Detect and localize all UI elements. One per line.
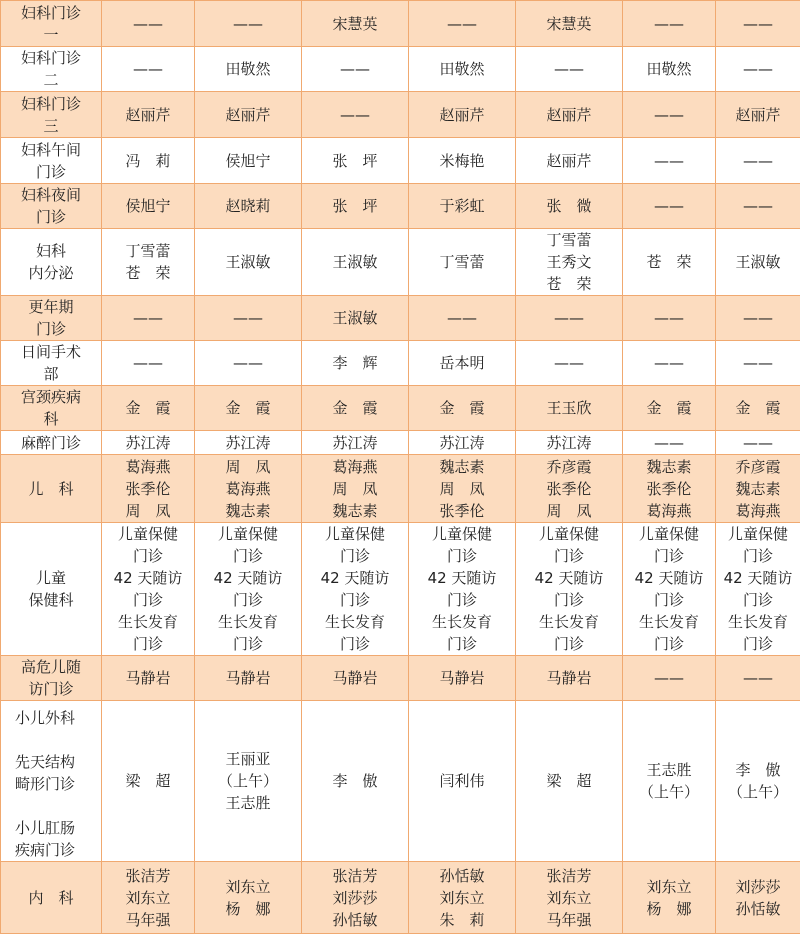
doctor-cell: —— bbox=[102, 47, 195, 92]
doctor-cell: 葛海燕 张季伦 周 凤 bbox=[102, 455, 195, 523]
doctor-cell: 苏江涛 bbox=[409, 431, 516, 455]
doctor-cell: —— bbox=[716, 138, 800, 184]
doctor-cell: 丁雪蕾 bbox=[409, 229, 516, 296]
department-cell: 妇科门诊 三 bbox=[1, 92, 102, 138]
doctor-cell: 张洁芳 刘莎莎 孙恬敏 bbox=[302, 862, 409, 934]
doctor-cell: 赵丽芹 bbox=[102, 92, 195, 138]
doctor-cell: 魏志素 张季伦 葛海燕 bbox=[623, 455, 716, 523]
doctor-cell: —— bbox=[516, 47, 623, 92]
doctor-cell: 马静岩 bbox=[102, 656, 195, 701]
doctor-cell: 丁雪蕾 王秀文 苍 荣 bbox=[516, 229, 623, 296]
doctor-cell: 赵丽芹 bbox=[716, 92, 800, 138]
doctor-cell: 马静岩 bbox=[195, 656, 302, 701]
department-cell: 小儿外科 先天结构 畸形门诊 小儿肛肠 疾病门诊 bbox=[1, 701, 102, 862]
doctor-cell: 苏江涛 bbox=[195, 431, 302, 455]
doctor-cell: 王丽亚 （上午） 王志胜 bbox=[195, 701, 302, 862]
department-cell: 麻醉门诊 bbox=[1, 431, 102, 455]
doctor-cell: 李 傲 （上午） bbox=[716, 701, 800, 862]
doctor-cell: —— bbox=[302, 92, 409, 138]
doctor-cell: 田敬然 bbox=[195, 47, 302, 92]
department-cell: 内 科 bbox=[1, 862, 102, 934]
doctor-cell: —— bbox=[516, 296, 623, 341]
department-cell: 日间手术 部 bbox=[1, 341, 102, 386]
doctor-cell: 马静岩 bbox=[409, 656, 516, 701]
department-cell: 儿童 保健科 bbox=[1, 523, 102, 656]
doctor-cell: 儿童保健 门诊 42 天随访 门诊 生长发育 门诊 bbox=[409, 523, 516, 656]
table-row bbox=[1, 1, 800, 47]
doctor-cell: 周 凤 葛海燕 魏志素 bbox=[195, 455, 302, 523]
doctor-cell: 刘莎莎 孙恬敏 bbox=[716, 862, 800, 934]
table-row bbox=[1, 862, 800, 934]
doctor-cell: —— bbox=[716, 184, 800, 229]
doctor-cell: 苏江涛 bbox=[516, 431, 623, 455]
doctor-cell: 马静岩 bbox=[516, 656, 623, 701]
doctor-cell: 葛海燕 周 凤 魏志素 bbox=[302, 455, 409, 523]
doctor-cell: 金 霞 bbox=[623, 386, 716, 431]
table-row bbox=[1, 229, 800, 296]
doctor-cell: 金 霞 bbox=[409, 386, 516, 431]
department-cell: 更年期 门诊 bbox=[1, 296, 102, 341]
doctor-cell: 丁雪蕾 苍 荣 bbox=[102, 229, 195, 296]
doctor-cell: 赵丽芹 bbox=[409, 92, 516, 138]
doctor-cell: 李 傲 bbox=[302, 701, 409, 862]
doctor-cell: 苍 荣 bbox=[623, 229, 716, 296]
doctor-cell: 张洁芳 刘东立 马年强 bbox=[102, 862, 195, 934]
doctor-cell: 儿童保健 门诊 42 天随访 门诊 生长发育 门诊 bbox=[623, 523, 716, 656]
doctor-cell: 张 坪 bbox=[302, 184, 409, 229]
doctor-cell: 米梅艳 bbox=[409, 138, 516, 184]
doctor-cell: 冯 莉 bbox=[102, 138, 195, 184]
doctor-cell: 侯旭宁 bbox=[102, 184, 195, 229]
doctor-cell: —— bbox=[623, 184, 716, 229]
doctor-cell: 侯旭宁 bbox=[195, 138, 302, 184]
doctor-cell: —— bbox=[302, 47, 409, 92]
doctor-cell: —— bbox=[716, 341, 800, 386]
doctor-cell: —— bbox=[623, 341, 716, 386]
department-cell: 妇科夜间 门诊 bbox=[1, 184, 102, 229]
doctor-cell: 宋慧英 bbox=[516, 1, 623, 47]
doctor-cell: 王玉欣 bbox=[516, 386, 623, 431]
doctor-cell: 刘东立 杨 娜 bbox=[623, 862, 716, 934]
table-row bbox=[1, 138, 800, 184]
doctor-cell: 田敬然 bbox=[409, 47, 516, 92]
doctor-cell: —— bbox=[623, 138, 716, 184]
doctor-cell: 王志胜 （上午） bbox=[623, 701, 716, 862]
doctor-cell: 金 霞 bbox=[195, 386, 302, 431]
doctor-cell: 赵丽芹 bbox=[516, 138, 623, 184]
department-cell: 妇科午间 门诊 bbox=[1, 138, 102, 184]
doctor-cell: 闫利伟 bbox=[409, 701, 516, 862]
doctor-cell: 岳本明 bbox=[409, 341, 516, 386]
doctor-cell: 张洁芳 刘东立 马年强 bbox=[516, 862, 623, 934]
doctor-cell: 儿童保健 门诊 42 天随访 门诊 生长发育 门诊 bbox=[516, 523, 623, 656]
department-cell: 妇科 内分泌 bbox=[1, 229, 102, 296]
doctor-cell: —— bbox=[102, 341, 195, 386]
doctor-cell: 儿童保健 门诊 42 天随访 门诊 生长发育 门诊 bbox=[195, 523, 302, 656]
doctor-cell: 乔彦霞 魏志素 葛海燕 bbox=[716, 455, 800, 523]
table-row bbox=[1, 701, 800, 862]
doctor-cell: —— bbox=[716, 1, 800, 47]
doctor-cell: 魏志素 周 凤 张季伦 bbox=[409, 455, 516, 523]
doctor-cell: 金 霞 bbox=[302, 386, 409, 431]
doctor-cell: 金 霞 bbox=[716, 386, 800, 431]
doctor-cell: 宋慧英 bbox=[302, 1, 409, 47]
doctor-cell: 张 微 bbox=[516, 184, 623, 229]
doctor-cell: 梁 超 bbox=[102, 701, 195, 862]
department-cell: 宫颈疾病 科 bbox=[1, 386, 102, 431]
table-row bbox=[1, 523, 800, 656]
doctor-cell: —— bbox=[716, 47, 800, 92]
doctor-cell: —— bbox=[716, 431, 800, 455]
doctor-cell: 儿童保健 门诊 42 天随访 门诊 生长发育 门诊 bbox=[716, 523, 800, 656]
doctor-cell: 于彩虹 bbox=[409, 184, 516, 229]
department-cell: 妇科门诊 二 bbox=[1, 47, 102, 92]
table-row bbox=[1, 455, 800, 523]
doctor-cell: —— bbox=[623, 92, 716, 138]
department-cell: 儿 科 bbox=[1, 455, 102, 523]
doctor-cell: —— bbox=[195, 341, 302, 386]
doctor-cell: —— bbox=[102, 1, 195, 47]
table-row bbox=[1, 431, 800, 455]
doctor-cell: 乔彦霞 张季伦 周 凤 bbox=[516, 455, 623, 523]
doctor-cell: 苏江涛 bbox=[302, 431, 409, 455]
doctor-cell: 赵晓莉 bbox=[195, 184, 302, 229]
doctor-cell: 儿童保健 门诊 42 天随访 门诊 生长发育 门诊 bbox=[302, 523, 409, 656]
doctor-cell: —— bbox=[623, 431, 716, 455]
table-row bbox=[1, 341, 800, 386]
schedule-body bbox=[1, 1, 800, 934]
table-row bbox=[1, 47, 800, 92]
doctor-cell: —— bbox=[623, 1, 716, 47]
doctor-cell: —— bbox=[195, 1, 302, 47]
table-row bbox=[1, 184, 800, 229]
doctor-cell: 梁 超 bbox=[516, 701, 623, 862]
doctor-cell: 赵丽芹 bbox=[195, 92, 302, 138]
doctor-cell: 田敬然 bbox=[623, 47, 716, 92]
doctor-cell: —— bbox=[409, 296, 516, 341]
doctor-cell: 孙恬敏 刘东立 朱 莉 bbox=[409, 862, 516, 934]
doctor-cell: 儿童保健 门诊 42 天随访 门诊 生长发育 门诊 bbox=[102, 523, 195, 656]
doctor-cell: —— bbox=[623, 296, 716, 341]
doctor-cell: 李 辉 bbox=[302, 341, 409, 386]
doctor-cell: —— bbox=[716, 656, 800, 701]
doctor-cell: 王淑敏 bbox=[195, 229, 302, 296]
table-row bbox=[1, 386, 800, 431]
department-cell: 高危儿随 访门诊 bbox=[1, 656, 102, 701]
doctor-cell: 王淑敏 bbox=[302, 229, 409, 296]
table-row bbox=[1, 296, 800, 341]
doctor-cell: —— bbox=[623, 656, 716, 701]
doctor-cell: 张 坪 bbox=[302, 138, 409, 184]
doctor-cell: 马静岩 bbox=[302, 656, 409, 701]
department-cell: 妇科门诊 一 bbox=[1, 1, 102, 47]
doctor-cell: —— bbox=[195, 296, 302, 341]
doctor-cell: 赵丽芹 bbox=[516, 92, 623, 138]
doctor-cell: —— bbox=[102, 296, 195, 341]
table-row bbox=[1, 92, 800, 138]
doctor-cell: 金 霞 bbox=[102, 386, 195, 431]
doctor-cell: —— bbox=[716, 296, 800, 341]
doctor-cell: —— bbox=[409, 1, 516, 47]
doctor-cell: —— bbox=[516, 341, 623, 386]
table-row bbox=[1, 656, 800, 701]
doctor-cell: 苏江涛 bbox=[102, 431, 195, 455]
doctor-cell: 王淑敏 bbox=[716, 229, 800, 296]
doctor-cell: 刘东立 杨 娜 bbox=[195, 862, 302, 934]
doctor-cell: 王淑敏 bbox=[302, 296, 409, 341]
